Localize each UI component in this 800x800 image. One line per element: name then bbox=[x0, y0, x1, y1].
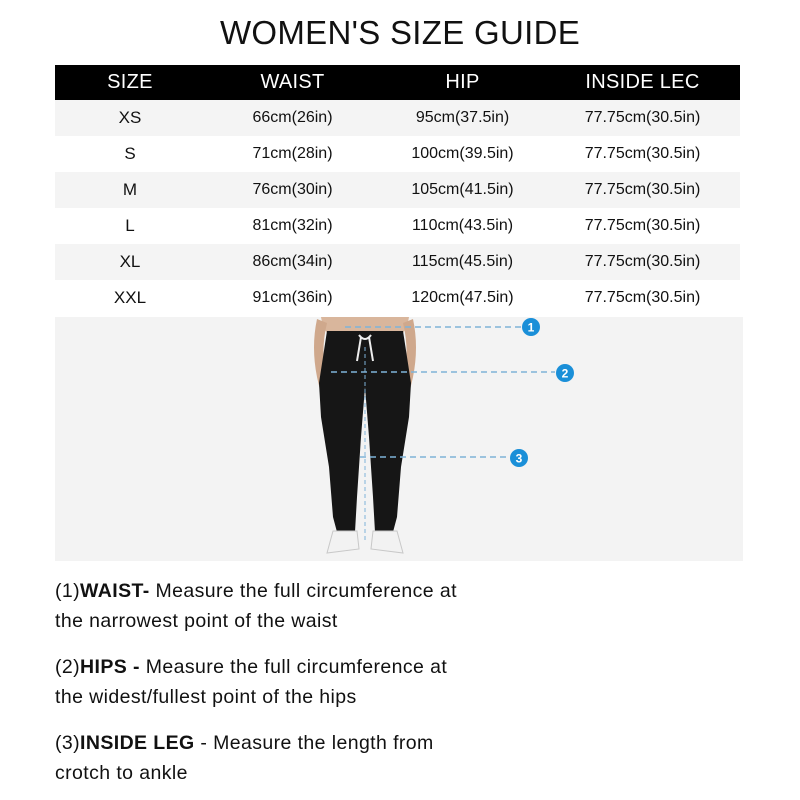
inside-leg-cell: 77.75cm(30.5in) bbox=[545, 100, 740, 136]
waist-cell: 71cm(28in) bbox=[205, 136, 380, 172]
inside-leg-cell: 77.75cm(30.5in) bbox=[545, 136, 740, 172]
instruction-number: (2) bbox=[55, 656, 81, 678]
table-row bbox=[55, 172, 740, 208]
measurement-figure-panel bbox=[55, 317, 743, 561]
instruction-line-2: the widest/fullest point of the hips bbox=[55, 686, 357, 708]
waist-cell: 76cm(30in) bbox=[205, 172, 380, 208]
table-row bbox=[55, 100, 740, 136]
instruction-waist bbox=[55, 576, 655, 636]
instruction-text: - Measure the length from bbox=[194, 732, 434, 754]
hip-cell: 120cm(47.5in) bbox=[380, 280, 545, 316]
table-row bbox=[55, 280, 740, 316]
instruction-text: Measure the full circumference at bbox=[139, 656, 448, 678]
table-row bbox=[55, 136, 740, 172]
marker-1-label: 1 bbox=[527, 320, 535, 335]
hip-cell: 105cm(41.5in) bbox=[380, 172, 545, 208]
instruction-term: WAIST- bbox=[80, 580, 150, 602]
waist-cell: 66cm(26in) bbox=[205, 100, 380, 136]
instruction-text: Measure the full circumference at bbox=[149, 580, 457, 602]
size-cell: M bbox=[55, 172, 205, 208]
instruction-line bbox=[55, 652, 655, 682]
instruction-inside-leg bbox=[55, 728, 655, 788]
hip-cell: 95cm(37.5in) bbox=[380, 100, 545, 136]
model-torso bbox=[321, 317, 409, 333]
inside-leg-cell: 77.75cm(30.5in) bbox=[545, 172, 740, 208]
instruction-term: INSIDE LEG bbox=[80, 732, 195, 754]
waist-cell: 91cm(36in) bbox=[205, 280, 380, 316]
size-cell: XXL bbox=[55, 280, 205, 316]
marker-2-label: 2 bbox=[561, 366, 569, 381]
waist-cell: 81cm(32in) bbox=[205, 208, 380, 244]
measurement-instructions bbox=[55, 576, 655, 800]
header-waist: WAIST bbox=[205, 65, 380, 100]
left-shoe bbox=[327, 531, 359, 553]
size-cell: L bbox=[55, 208, 205, 244]
marker-3-label: 3 bbox=[515, 451, 523, 466]
size-cell: XS bbox=[55, 100, 205, 136]
waist-cell: 86cm(34in) bbox=[205, 244, 380, 280]
instruction-hips bbox=[55, 652, 655, 712]
table-header-row bbox=[55, 65, 740, 100]
instruction-line bbox=[55, 728, 655, 758]
inside-leg-cell: 77.75cm(30.5in) bbox=[545, 208, 740, 244]
right-shoe bbox=[371, 531, 403, 553]
instruction-line-2: crotch to ankle bbox=[55, 762, 188, 784]
header-hip: HIP bbox=[380, 65, 545, 100]
header-size: SIZE bbox=[55, 65, 205, 100]
page-title: WOMEN'S SIZE GUIDE bbox=[219, 14, 581, 51]
size-chart-table bbox=[55, 65, 740, 316]
hip-cell: 115cm(45.5in) bbox=[380, 244, 545, 280]
instruction-line bbox=[55, 576, 655, 606]
size-cell: S bbox=[55, 136, 205, 172]
hip-cell: 100cm(39.5in) bbox=[380, 136, 545, 172]
inside-leg-cell: 77.75cm(30.5in) bbox=[545, 244, 740, 280]
inside-leg-cell: 77.75cm(30.5in) bbox=[545, 280, 740, 316]
marker-2-icon bbox=[556, 364, 574, 382]
marker-3-icon bbox=[510, 449, 528, 467]
instruction-line-2: the narrowest point of the waist bbox=[55, 610, 338, 632]
instruction-number: (1) bbox=[55, 580, 81, 602]
instruction-number: (3) bbox=[55, 732, 81, 754]
table-row bbox=[55, 244, 740, 280]
table-row bbox=[55, 208, 740, 244]
header-inside-leg: INSIDE LEC bbox=[545, 65, 740, 100]
marker-1-icon bbox=[522, 318, 540, 336]
hip-cell: 110cm(43.5in) bbox=[380, 208, 545, 244]
size-cell: XL bbox=[55, 244, 205, 280]
measurement-figure bbox=[55, 317, 743, 561]
instruction-term: HIPS - bbox=[80, 656, 140, 678]
